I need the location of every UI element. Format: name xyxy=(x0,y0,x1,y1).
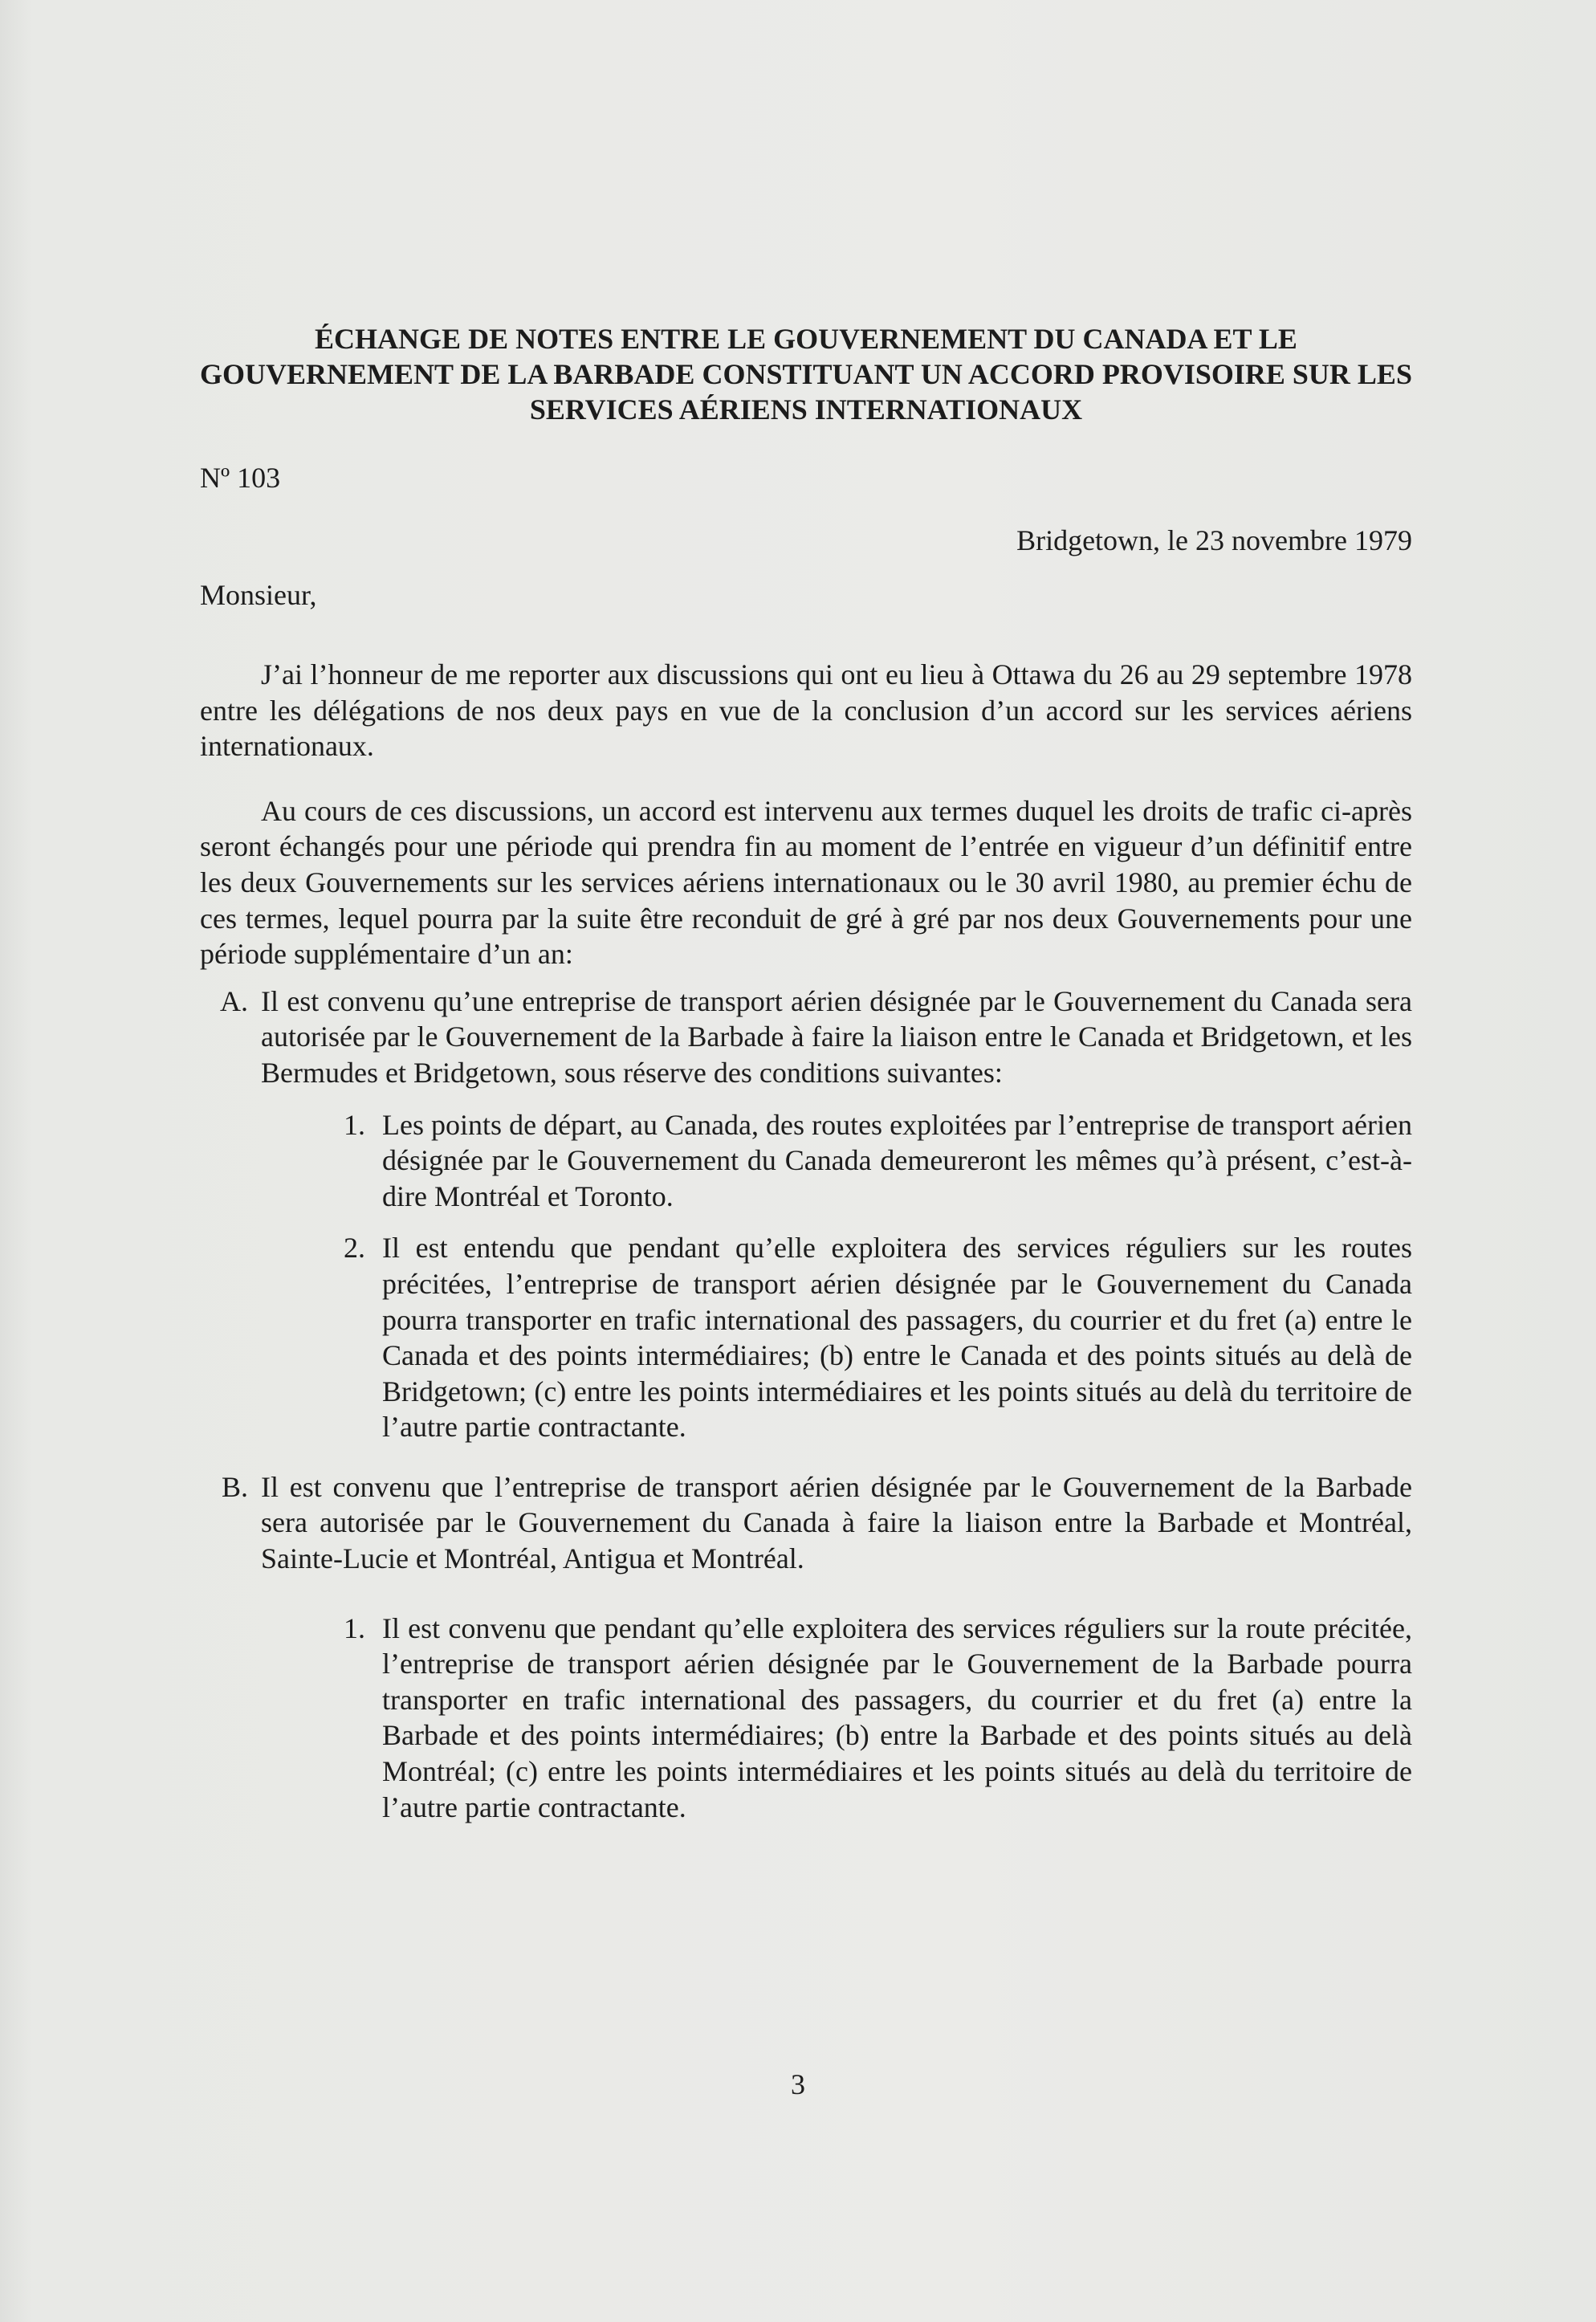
document-body xyxy=(200,321,1412,1825)
page-number: 3 xyxy=(791,2068,805,2100)
note-number: Nº 103 xyxy=(200,462,281,494)
salutation: Monsieur, xyxy=(200,579,317,611)
document-title: ÉCHANGE DE NOTES ENTRE LE GOUVERNEMENT DU CANADA ET LE GOUVERNEMENT DE LA BARBADE CONSTITUANT UN ACCORD PROVISOIRE SUR LES SERVICES AÉRIENS INTERNATIONAUX xyxy=(200,323,1412,426)
section-b-item-1-text: Il est convenu que pendant qu’elle exploitera des services réguliers sur la route précitée, l’entreprise de transport aérien désignée par le Gouvernement de la Barbade pourra transporter en trafic international des passagers, du courrier et du fret (a) entre la Barbade et des points intermédiaires; (b) entre la Barbade et des points situés au delà Montréal; (c) entre les points intermédiaires et les points situés au delà du territoire de l’autre partie contractante. xyxy=(382,1611,1412,1823)
section-a-text: Il est convenu qu’une entreprise de transport aérien désignée par le Gouvernement du Canada sera autorisée par le Gouvernement de la Barbade à faire la liaison entre le Canada et Bridgetown, et les Bermudes et Bridgetown, sous réserve des conditions suivantes: xyxy=(261,984,1412,1089)
section-b xyxy=(200,1469,1412,1577)
paragraph-intro: J’ai l’honneur de me reporter aux discussions qui ont eu lieu à Ottawa du 26 au 29 septembre 1978 entre les délégations de nos deux pays en vue de la conclusion d’un accord sur les services aériens internationaux. xyxy=(200,658,1412,763)
section-b-text: Il est convenu que l’entreprise de transport aérien désignée par le Gouvernement de la Barbade sera autorisée par le Gouvernement du Canada à faire la liaison entre la Barbade et Montréal, Sainte-Lucie et Montréal, Antigua et Montréal. xyxy=(261,1470,1412,1575)
section-a-item-1-marker: 1. xyxy=(344,1108,365,1141)
section-b-item-1 xyxy=(200,1611,1412,1826)
paragraph-agreement: Au cours de ces discussions, un accord est intervenu aux termes duquel les droits de trafic ci-après seront échangés pour une période qui prendra fin au moment de l’entrée en vigueur d’un définitif entre les deux Gouvernements sur les services aériens internationaux ou le 30 avril 1980, au premier échu de ces termes, lequel pourra par la suite être reconduit de gré à gré par nos deux Gouvernements pour une période supplémentaire d’un an: xyxy=(200,794,1412,971)
section-a-marker: A. xyxy=(220,984,248,1017)
section-a-item-2-text: Il est entendu que pendant qu’elle exploitera des services réguliers sur les routes précitées, l’entreprise de transport aérien désignée par le Gouvernement du Canada pourra transporter en trafic international des passagers, du courrier et du fret (a) entre le Canada et des points intermédiaires; (b) entre le Canada et des points situés au delà de Bridgetown; (c) entre les points intermédiaires et les points situés au delà du territoire de l’autre partie contractante. xyxy=(382,1232,1412,1444)
section-a-item-2-marker: 2. xyxy=(344,1232,365,1265)
section-b-marker: B. xyxy=(221,1470,248,1503)
section-b-item-1-marker: 1. xyxy=(344,1611,365,1644)
section-a xyxy=(200,984,1412,1091)
section-a-item-1-text: Les points de départ, au Canada, des routes exploitées par l’entreprise de transport aérien désignée par le Gouvernement du Canada demeureront les mêmes qu’à présent, c’est-à-dire Montréal et Toronto. xyxy=(382,1108,1412,1212)
section-a-item-1 xyxy=(200,1107,1412,1215)
section-a-item-2 xyxy=(200,1230,1412,1445)
place-date: Bridgetown, le 23 novembre 1979 xyxy=(1016,524,1412,556)
